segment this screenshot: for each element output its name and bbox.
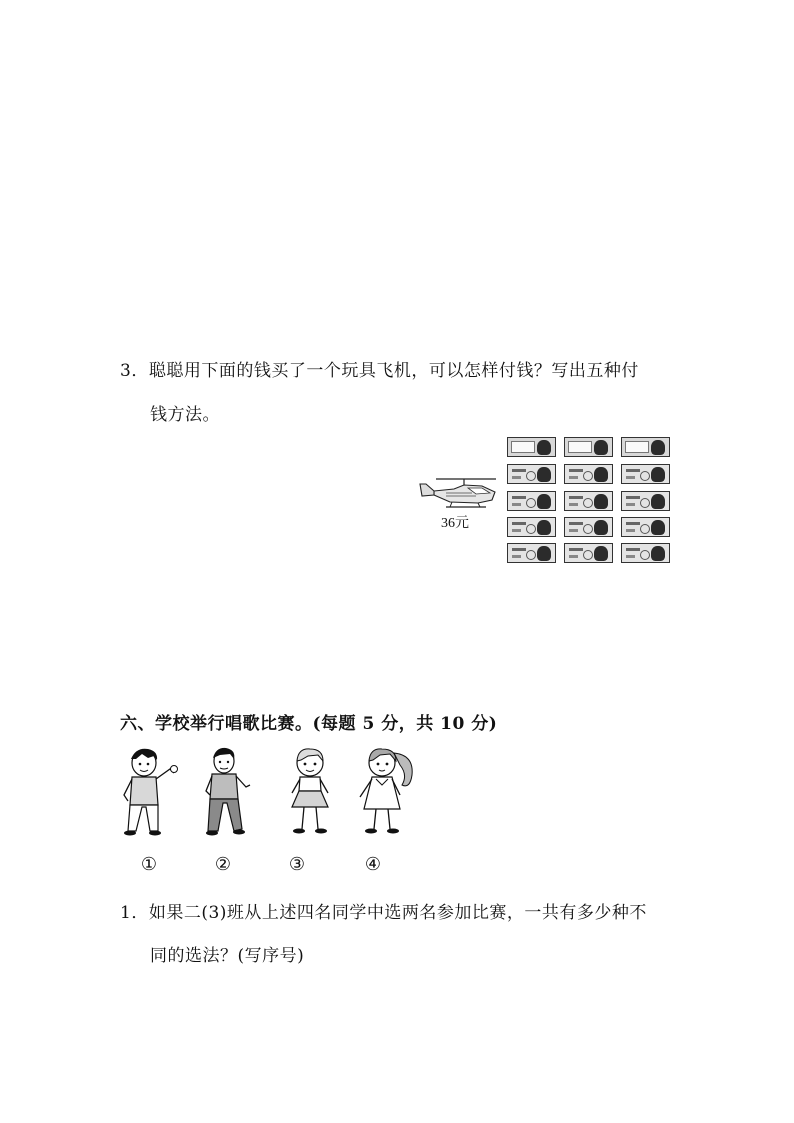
banknote (621, 491, 670, 511)
question-3-line-2: 钱方法。 (150, 405, 220, 425)
girl-icon (278, 745, 342, 837)
banknote (621, 543, 670, 563)
student-label-4: ④ (364, 854, 382, 875)
question-3-line-1: 3．聪聪用下面的钱买了一个玩具飞机，可以怎样付钱？写出五种付 (120, 361, 639, 381)
banknote (621, 517, 670, 537)
banknote (621, 464, 670, 484)
banknote (507, 464, 556, 484)
section-6-title: 六、学校举行唱歌比赛。(每题 5 分，共 10 分) (120, 714, 498, 734)
banknote (507, 491, 556, 511)
banknote (564, 437, 613, 457)
boy-icon (114, 745, 186, 837)
boy-icon (196, 745, 260, 837)
banknote (564, 543, 613, 563)
helicopter-icon (416, 474, 500, 512)
banknote (564, 517, 613, 537)
banknote (507, 517, 556, 537)
girl-icon (352, 745, 422, 837)
toy-price: 36元 (441, 516, 469, 531)
student-label-1: ① (140, 854, 158, 875)
banknote (621, 437, 670, 457)
banknote-grid (507, 437, 673, 565)
question-1-line-1: 1．如果二(3)班从上述四名同学中选两名参加比赛，一共有多少种不 (120, 903, 647, 923)
student-label-3: ③ (288, 854, 306, 875)
question-1-line-2: 同的选法？(写序号) (150, 946, 305, 966)
banknote (507, 437, 556, 457)
banknote (507, 543, 556, 563)
banknote (564, 491, 613, 511)
student-label-2: ② (214, 854, 232, 875)
banknote (564, 464, 613, 484)
